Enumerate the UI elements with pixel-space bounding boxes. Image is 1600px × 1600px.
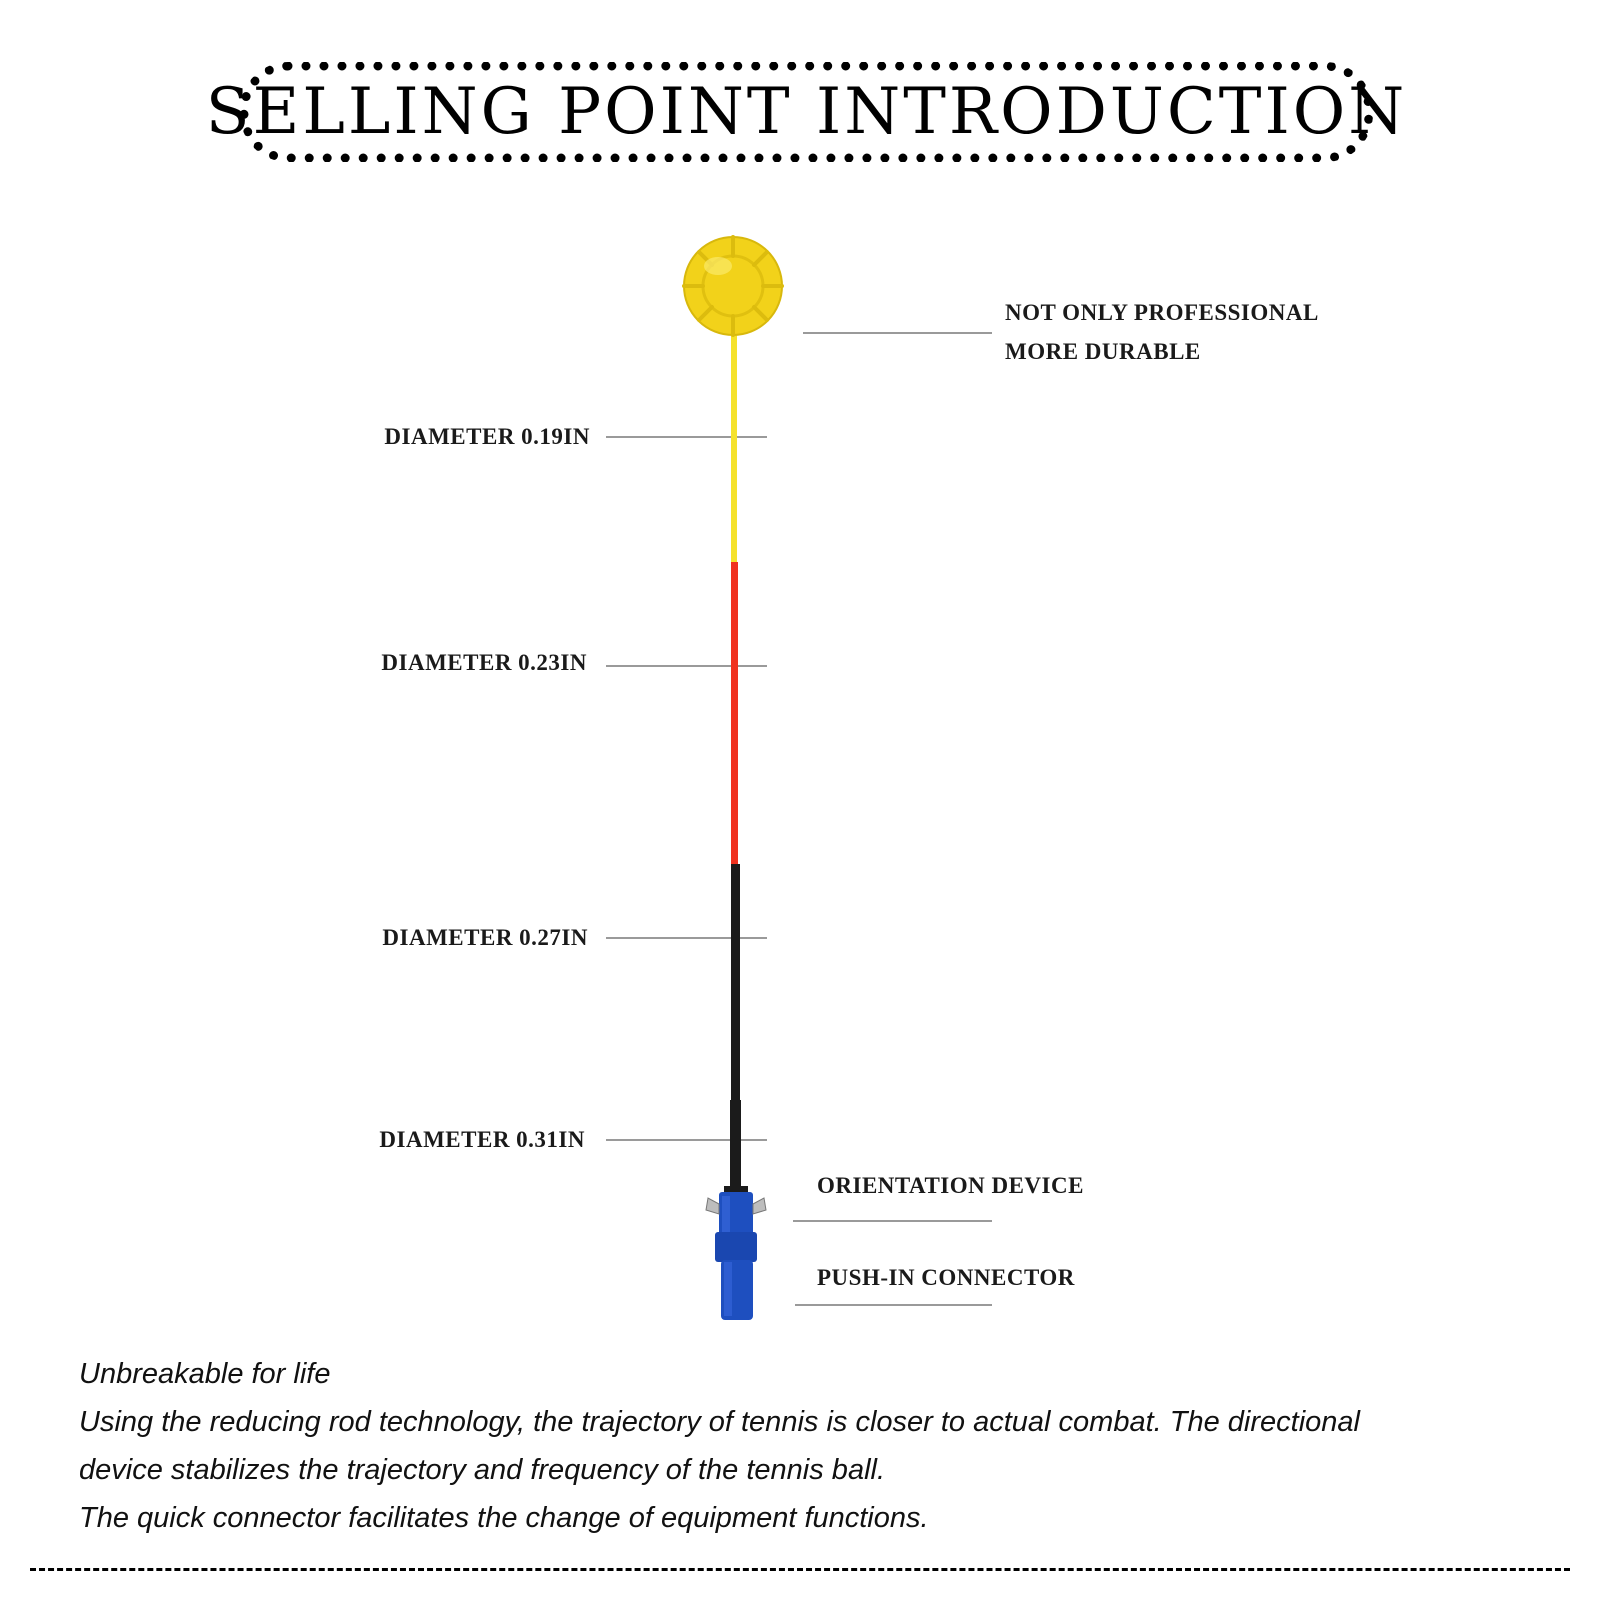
description-block bbox=[79, 1350, 1539, 1542]
ball-head bbox=[684, 237, 782, 335]
bottom-divider bbox=[30, 1568, 1570, 1571]
callout-diameter-2: DIAMETER 0.23IN bbox=[381, 650, 587, 675]
callout-diameter-3: DIAMETER 0.27IN bbox=[382, 925, 588, 950]
description-line: Using the reducing rod technology, the trajectory of tennis is closer to actual combat. The directional bbox=[79, 1406, 1360, 1438]
rod-segment-red bbox=[731, 562, 738, 866]
rod-segment-yellow bbox=[731, 330, 737, 564]
rod-segment-black-upper bbox=[731, 864, 740, 1104]
page-title: SELLING POINT INTRODUCTION bbox=[205, 75, 1408, 149]
callout-head-line-2: MORE DURABLE bbox=[1005, 339, 1201, 364]
push-in-connector bbox=[715, 1232, 757, 1320]
callout-diameter-4: DIAMETER 0.31IN bbox=[379, 1127, 585, 1152]
description-line: device stabilizes the trajectory and frequency of the tennis ball. bbox=[79, 1454, 886, 1486]
rod-segment-black-lower bbox=[730, 1100, 741, 1190]
description-line: Unbreakable for life bbox=[79, 1358, 331, 1390]
callout-diameter-1: DIAMETER 0.19IN bbox=[384, 424, 590, 449]
callout-orientation-device: ORIENTATION DEVICE bbox=[817, 1173, 1084, 1198]
description-line: The quick connector facilitates the change of equipment functions. bbox=[79, 1502, 929, 1534]
callout-head-line-1: NOT ONLY PROFESSIONAL bbox=[1005, 300, 1319, 325]
orientation-device bbox=[706, 1186, 766, 1236]
callout-push-in-connector: PUSH-IN CONNECTOR bbox=[817, 1265, 1075, 1290]
